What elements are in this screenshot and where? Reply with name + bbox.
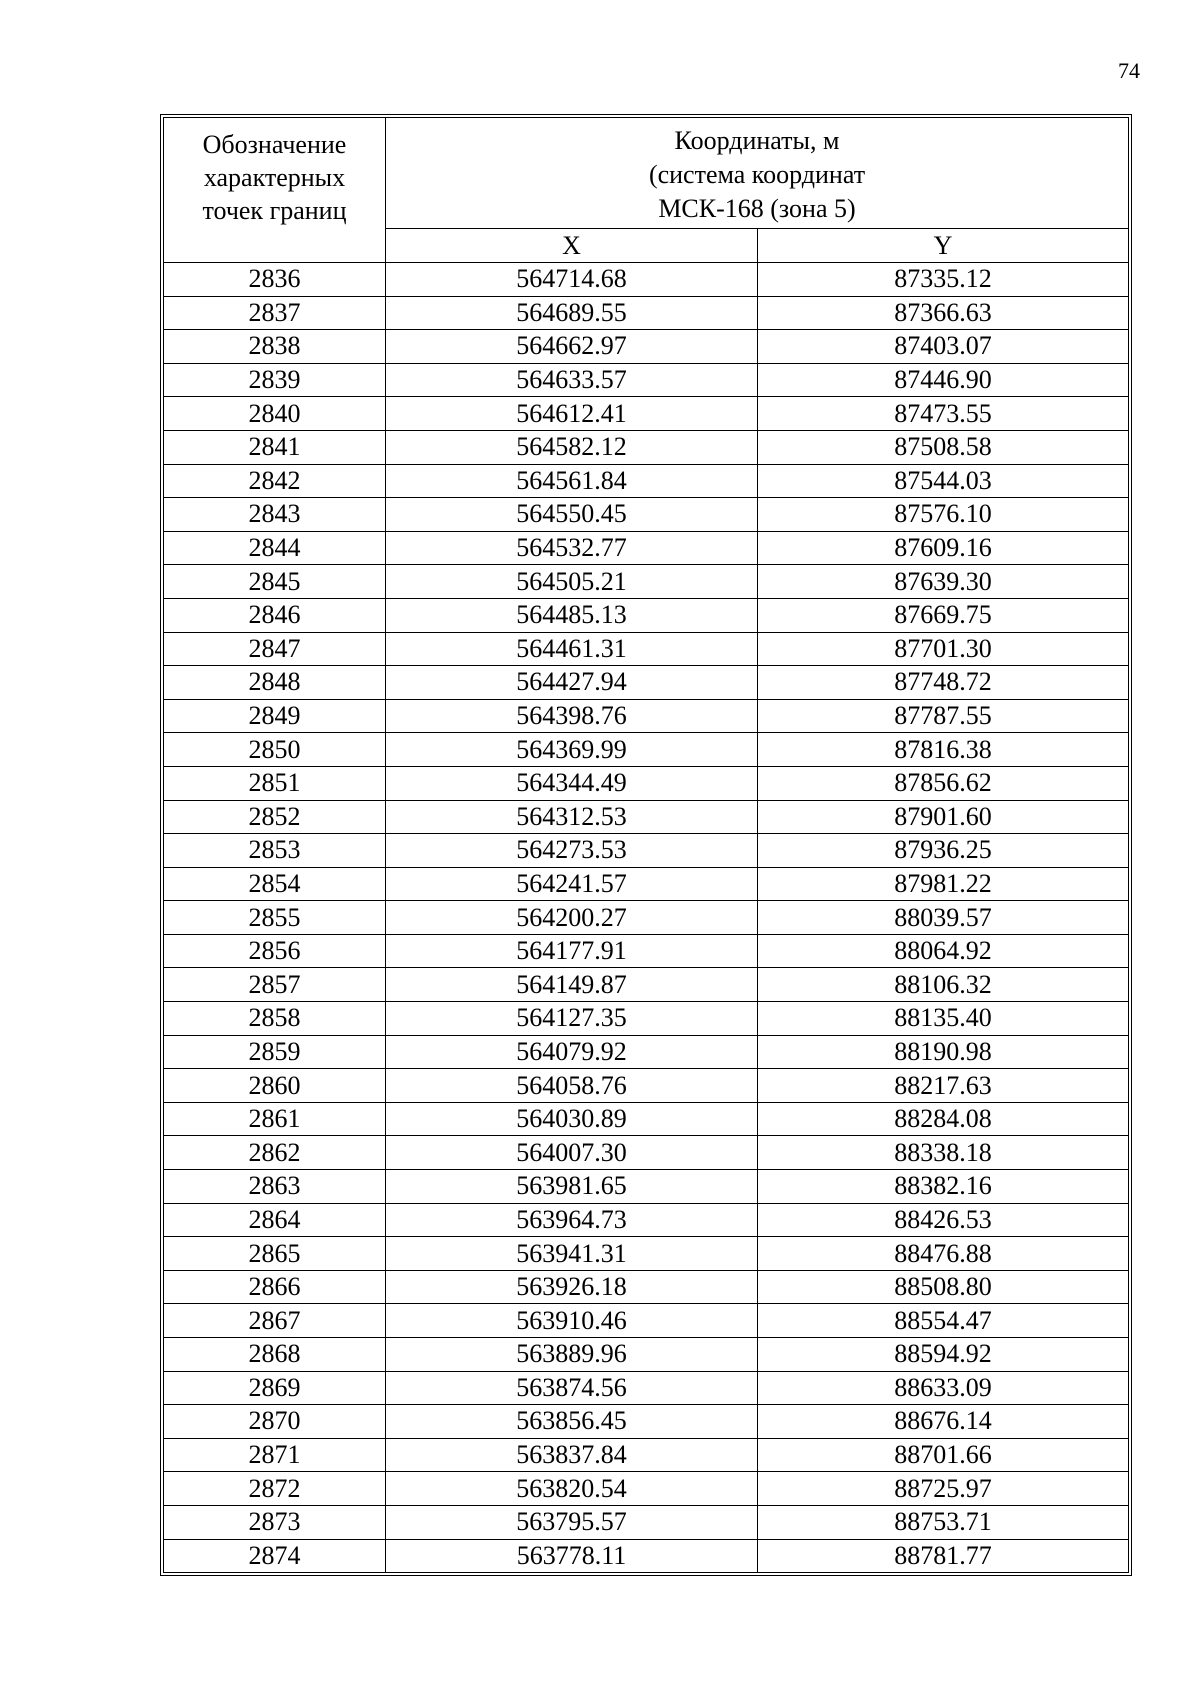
x-coordinate-cell: 564550.45 (386, 498, 758, 532)
point-id-cell: 2857 (164, 968, 386, 1002)
point-id-cell: 2848 (164, 666, 386, 700)
y-coordinate-cell: 88781.77 (758, 1539, 1129, 1573)
y-coordinate-cell: 87508.58 (758, 430, 1129, 464)
table-row (164, 1069, 1129, 1103)
x-coordinate-cell: 563941.31 (386, 1237, 758, 1271)
x-column-header: X (386, 229, 758, 263)
table-row (164, 430, 1129, 464)
point-id-cell: 2841 (164, 430, 386, 464)
point-id-cell: 2851 (164, 766, 386, 800)
x-coordinate-cell: 563820.54 (386, 1472, 758, 1506)
point-header-line: Обозначение (202, 130, 347, 159)
y-coordinate-cell: 87856.62 (758, 766, 1129, 800)
y-coordinate-cell: 87787.55 (758, 699, 1129, 733)
point-id-cell: 2840 (164, 397, 386, 431)
x-coordinate-cell: 563874.56 (386, 1371, 758, 1405)
y-coordinate-cell: 87473.55 (758, 397, 1129, 431)
table-row (164, 464, 1129, 498)
table-row (164, 1203, 1129, 1237)
table-row (164, 867, 1129, 901)
y-coordinate-cell: 88190.98 (758, 1035, 1129, 1069)
table-row (164, 834, 1129, 868)
point-id-cell: 2865 (164, 1237, 386, 1271)
y-coordinate-cell: 88594.92 (758, 1338, 1129, 1372)
x-coordinate-cell: 564714.68 (386, 263, 758, 297)
y-coordinate-cell: 88633.09 (758, 1371, 1129, 1405)
x-coordinate-cell: 564398.76 (386, 699, 758, 733)
point-id-cell: 2846 (164, 598, 386, 632)
y-coordinate-cell: 88508.80 (758, 1270, 1129, 1304)
x-coordinate-cell: 563795.57 (386, 1505, 758, 1539)
point-id-cell: 2863 (164, 1170, 386, 1204)
table-row (164, 296, 1129, 330)
point-id-cell: 2844 (164, 531, 386, 565)
point-id-cell: 2860 (164, 1069, 386, 1103)
point-id-cell: 2842 (164, 464, 386, 498)
y-coordinate-cell: 87936.25 (758, 834, 1129, 868)
point-id-cell: 2845 (164, 565, 386, 599)
x-coordinate-cell: 564344.49 (386, 766, 758, 800)
x-coordinate-cell: 564030.89 (386, 1102, 758, 1136)
y-coordinate-cell: 87403.07 (758, 330, 1129, 364)
y-coordinate-cell: 87366.63 (758, 296, 1129, 330)
point-id-cell: 2873 (164, 1505, 386, 1539)
x-coordinate-cell: 564689.55 (386, 296, 758, 330)
point-id-cell: 2862 (164, 1136, 386, 1170)
y-coordinate-cell: 87901.60 (758, 800, 1129, 834)
table-row (164, 1304, 1129, 1338)
point-id-cell: 2871 (164, 1438, 386, 1472)
point-id-cell: 2864 (164, 1203, 386, 1237)
table-row (164, 632, 1129, 666)
table-row (164, 766, 1129, 800)
x-coordinate-cell: 564058.76 (386, 1069, 758, 1103)
x-coordinate-cell: 564485.13 (386, 598, 758, 632)
coordinates-table (163, 117, 1129, 1573)
y-column-header: Y (758, 229, 1129, 263)
x-coordinate-cell: 564561.84 (386, 464, 758, 498)
table-row (164, 1102, 1129, 1136)
table-row (164, 598, 1129, 632)
point-id-cell: 2854 (164, 867, 386, 901)
table-row (164, 363, 1129, 397)
table-row (164, 1472, 1129, 1506)
x-coordinate-cell: 563889.96 (386, 1338, 758, 1372)
y-coordinate-cell: 88039.57 (758, 901, 1129, 935)
table-row (164, 733, 1129, 767)
table-row (164, 1002, 1129, 1036)
point-header-line: точек границ (202, 196, 347, 225)
point-column-header (164, 118, 386, 263)
table-row (164, 1338, 1129, 1372)
x-coordinate-cell: 563910.46 (386, 1304, 758, 1338)
y-coordinate-cell: 88064.92 (758, 934, 1129, 968)
point-id-cell: 2869 (164, 1371, 386, 1405)
point-id-cell: 2858 (164, 1002, 386, 1036)
x-coordinate-cell: 564633.57 (386, 363, 758, 397)
x-coordinate-cell: 564200.27 (386, 901, 758, 935)
table-header (164, 118, 1129, 263)
x-coordinate-cell: 564127.35 (386, 1002, 758, 1036)
table-row (164, 1505, 1129, 1539)
point-id-cell: 2843 (164, 498, 386, 532)
point-id-cell: 2870 (164, 1405, 386, 1439)
point-id-cell: 2855 (164, 901, 386, 935)
table-row (164, 1170, 1129, 1204)
x-coordinate-cell: 564007.30 (386, 1136, 758, 1170)
point-id-cell: 2853 (164, 834, 386, 868)
x-coordinate-cell: 563964.73 (386, 1203, 758, 1237)
coords-header-line: МСК-168 (зона 5) (658, 194, 856, 223)
x-coordinate-cell: 564461.31 (386, 632, 758, 666)
table-row (164, 565, 1129, 599)
point-id-cell: 2847 (164, 632, 386, 666)
table-row (164, 901, 1129, 935)
point-id-cell: 2849 (164, 699, 386, 733)
x-coordinate-cell: 563778.11 (386, 1539, 758, 1573)
table-row (164, 968, 1129, 1002)
table-row (164, 699, 1129, 733)
point-id-cell: 2856 (164, 934, 386, 968)
table-row (164, 1405, 1129, 1439)
point-id-cell: 2837 (164, 296, 386, 330)
table-row (164, 1371, 1129, 1405)
x-coordinate-cell: 563981.65 (386, 1170, 758, 1204)
y-coordinate-cell: 87981.22 (758, 867, 1129, 901)
table-row (164, 1539, 1129, 1573)
table-row (164, 1035, 1129, 1069)
y-coordinate-cell: 88106.32 (758, 968, 1129, 1002)
table-row (164, 263, 1129, 297)
point-id-cell: 2874 (164, 1539, 386, 1573)
x-coordinate-cell: 563856.45 (386, 1405, 758, 1439)
table-row (164, 330, 1129, 364)
x-coordinate-cell: 564149.87 (386, 968, 758, 1002)
y-coordinate-cell: 87639.30 (758, 565, 1129, 599)
coords-header-line: (система координат (648, 160, 866, 189)
point-id-cell: 2838 (164, 330, 386, 364)
x-coordinate-cell: 563926.18 (386, 1270, 758, 1304)
point-id-cell: 2852 (164, 800, 386, 834)
table-row (164, 1438, 1129, 1472)
point-id-cell: 2872 (164, 1472, 386, 1506)
y-coordinate-cell: 88476.88 (758, 1237, 1129, 1271)
y-coordinate-cell: 87446.90 (758, 363, 1129, 397)
y-coordinate-cell: 88382.16 (758, 1170, 1129, 1204)
x-coordinate-cell: 564612.41 (386, 397, 758, 431)
point-id-cell: 2836 (164, 263, 386, 297)
y-coordinate-cell: 87609.16 (758, 531, 1129, 565)
coordinates-column-header (386, 118, 1129, 229)
y-coordinate-cell: 88217.63 (758, 1069, 1129, 1103)
table-body (164, 263, 1129, 1573)
y-coordinate-cell: 88284.08 (758, 1102, 1129, 1136)
x-coordinate-cell: 564079.92 (386, 1035, 758, 1069)
point-id-cell: 2859 (164, 1035, 386, 1069)
table-row (164, 498, 1129, 532)
table-row (164, 1270, 1129, 1304)
point-id-cell: 2861 (164, 1102, 386, 1136)
x-coordinate-cell: 564582.12 (386, 430, 758, 464)
x-coordinate-cell: 564662.97 (386, 330, 758, 364)
table-row (164, 531, 1129, 565)
point-id-cell: 2868 (164, 1338, 386, 1372)
x-coordinate-cell: 564312.53 (386, 800, 758, 834)
page-number: 74 (1118, 58, 1140, 83)
table-row (164, 934, 1129, 968)
point-id-cell: 2839 (164, 363, 386, 397)
y-coordinate-cell: 87576.10 (758, 498, 1129, 532)
y-coordinate-cell: 87701.30 (758, 632, 1129, 666)
table-row (164, 666, 1129, 700)
x-coordinate-cell: 563837.84 (386, 1438, 758, 1472)
table-row (164, 800, 1129, 834)
y-coordinate-cell: 87669.75 (758, 598, 1129, 632)
y-coordinate-cell: 88426.53 (758, 1203, 1129, 1237)
x-coordinate-cell: 564532.77 (386, 531, 758, 565)
x-coordinate-cell: 564273.53 (386, 834, 758, 868)
y-coordinate-cell: 88701.66 (758, 1438, 1129, 1472)
y-coordinate-cell: 88338.18 (758, 1136, 1129, 1170)
table-row (164, 1136, 1129, 1170)
x-coordinate-cell: 564369.99 (386, 733, 758, 767)
x-coordinate-cell: 564177.91 (386, 934, 758, 968)
table-row (164, 1237, 1129, 1271)
coords-header-line: Координаты, м (674, 126, 840, 155)
point-header-line: характерных (203, 163, 346, 192)
y-coordinate-cell: 87748.72 (758, 666, 1129, 700)
x-coordinate-cell: 564241.57 (386, 867, 758, 901)
point-id-cell: 2866 (164, 1270, 386, 1304)
y-coordinate-cell: 88753.71 (758, 1505, 1129, 1539)
table-row (164, 397, 1129, 431)
y-coordinate-cell: 87335.12 (758, 263, 1129, 297)
point-id-cell: 2850 (164, 733, 386, 767)
y-coordinate-cell: 88725.97 (758, 1472, 1129, 1506)
x-coordinate-cell: 564505.21 (386, 565, 758, 599)
y-coordinate-cell: 88135.40 (758, 1002, 1129, 1036)
y-coordinate-cell: 88676.14 (758, 1405, 1129, 1439)
y-coordinate-cell: 88554.47 (758, 1304, 1129, 1338)
point-id-cell: 2867 (164, 1304, 386, 1338)
y-coordinate-cell: 87816.38 (758, 733, 1129, 767)
y-coordinate-cell: 87544.03 (758, 464, 1129, 498)
coordinates-table-frame (160, 114, 1132, 1576)
x-coordinate-cell: 564427.94 (386, 666, 758, 700)
